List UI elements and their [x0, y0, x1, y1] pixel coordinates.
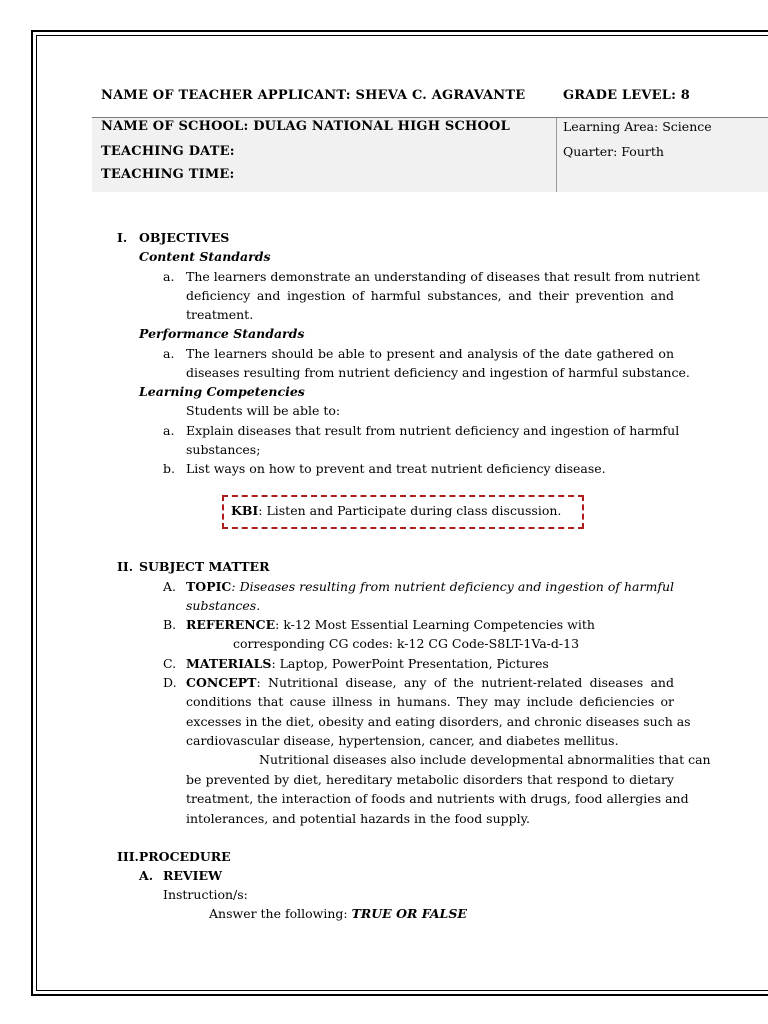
teacher-name: NAME OF TEACHER APPLICANT: SHEVA C. AGRAVANTE: [101, 88, 526, 103]
reference-line: [186, 617, 595, 632]
concept-line: cardiovascular disease, hypertension, cancer, and diabetes mellitus.: [186, 733, 619, 748]
subject-matter-heading: SUBJECT MATTER: [139, 559, 270, 574]
grade-level: GRADE LEVEL: 8: [563, 88, 691, 103]
subject-matter-numeral: II.: [117, 559, 134, 574]
school-name: NAME OF SCHOOL: DULAG NATIONAL HIGH SCHOOL: [101, 119, 510, 134]
performance-standards-heading: Performance Standards: [139, 326, 305, 341]
objectives-heading: OBJECTIVES: [139, 230, 230, 245]
competency-a-line: Explain diseases that result from nutrient deficiency and ingestion of harmful: [186, 423, 680, 438]
concept-para2-line: treatment, the interaction of foods and nutrients with drugs, food allergies and: [186, 791, 689, 806]
content-standards-line: deficiency and ingestion of harmful substances, and their prevention and: [186, 288, 674, 303]
materials-line: [186, 656, 549, 671]
content-standards-heading: Content Standards: [139, 249, 271, 264]
content-standards-line: treatment.: [186, 307, 254, 322]
concept-marker: D.: [163, 675, 177, 690]
competency-b-text: List ways on how to prevent and treat nutrient deficiency disease.: [186, 461, 606, 476]
materials-label: MATERIALS: [186, 656, 272, 671]
review-instruction: Instruction/s:: [163, 887, 248, 902]
concept-para2-line: Nutritional diseases also include developmental abnormalities that can: [259, 752, 711, 767]
competency-a-marker: a.: [163, 423, 175, 438]
content-standards-marker: a.: [163, 269, 175, 284]
teaching-time: TEACHING TIME:: [101, 167, 235, 182]
performance-standards-line: diseases resulting from nutrient deficiency and ingestion of harmful substance.: [186, 365, 690, 380]
topic-marker: A.: [163, 579, 177, 594]
concept-line: [186, 675, 674, 690]
topic-text: : Diseases resulting from nutrient deficiency and ingestion of harmful: [231, 579, 674, 594]
concept-para2-line: be prevented by diet, hereditary metabolic disorders that respond to dietary: [186, 772, 674, 787]
concept-line: conditions that cause illness in humans. They may include deficiencies or: [186, 694, 674, 709]
review-heading: REVIEW: [163, 868, 223, 883]
kbi-label: KBI: [231, 503, 259, 518]
procedure-heading: III.PROCEDURE: [117, 849, 231, 864]
topic-line: [186, 579, 674, 594]
concept-line: excesses in the diet, obesity and eating disorders, and chronic diseases such as: [186, 714, 691, 729]
review-answer: [209, 906, 467, 921]
concept-label: CONCEPT: [186, 675, 257, 690]
competency-a-line: substances;: [186, 442, 261, 457]
teaching-date: TEACHING DATE:: [101, 144, 235, 159]
topic-label: TOPIC: [186, 579, 232, 594]
reference-label: REFERENCE: [186, 617, 276, 632]
quarter: Quarter: Fourth: [563, 144, 664, 159]
kbi-description: : Listen and Participate during class discussion.: [258, 503, 562, 518]
competency-b-marker: b.: [163, 461, 175, 476]
table-top-rule: [92, 117, 768, 118]
answer-emphasis: TRUE OR FALSE: [351, 906, 467, 921]
table-divider: [556, 118, 557, 192]
reference-text: : k-12 Most Essential Learning Competencies with: [275, 617, 595, 632]
performance-standards-line: The learners should be able to present and analysis of the date gathered on: [186, 346, 674, 361]
materials-text: : Laptop, PowerPoint Presentation, Pictures: [271, 656, 549, 671]
learning-area: Learning Area: Science: [563, 119, 712, 134]
objectives-numeral: I.: [117, 230, 128, 245]
materials-marker: C.: [163, 656, 177, 671]
learning-competencies-heading: Learning Competencies: [139, 384, 305, 399]
content-standards-line: The learners demonstrate an understanding of diseases that result from nutrient: [186, 269, 700, 284]
kbi-text: [231, 503, 561, 518]
reference-line-2: corresponding CG codes: k-12 CG Code-S8LT-1Va-d-13: [233, 636, 580, 651]
learning-competencies-intro: Students will be able to:: [186, 403, 341, 418]
review-marker: A.: [139, 868, 154, 883]
topic-line-2: substances.: [186, 598, 261, 613]
reference-marker: B.: [163, 617, 177, 632]
answer-prefix: Answer the following:: [209, 906, 352, 921]
concept-para2-line: intolerances, and potential hazards in the food supply.: [186, 811, 531, 826]
performance-standards-marker: a.: [163, 346, 175, 361]
concept-text: : Nutritional disease, any of the nutrient-related diseases and: [256, 675, 674, 690]
